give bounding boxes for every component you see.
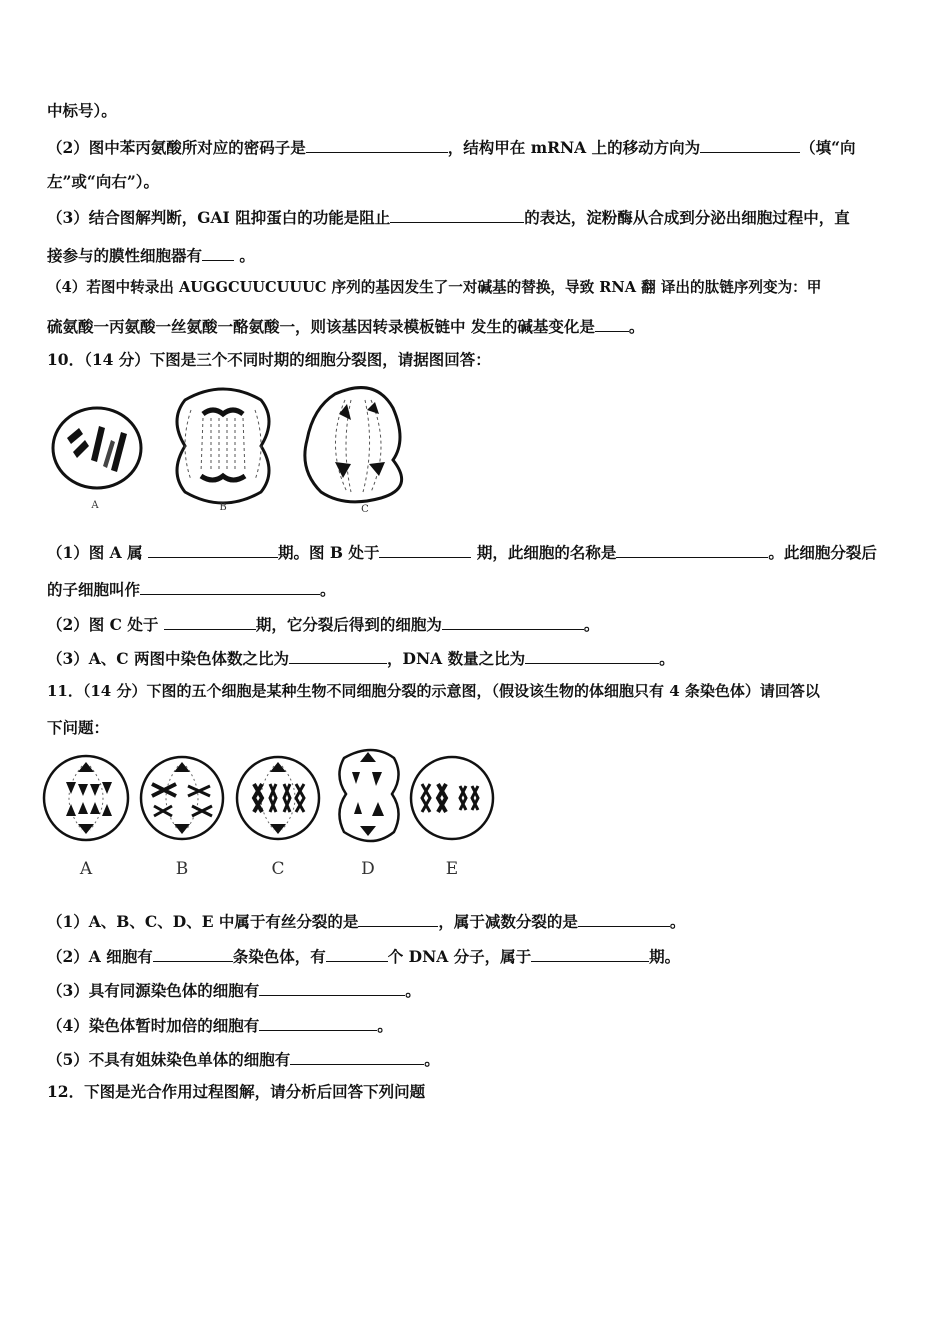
q11-part1: （1）A、B、C、D、E 中属于有丝分裂的是 ，属于减数分裂的是 。: [47, 912, 686, 931]
q9-part2-cont: 左”或“向右”）。: [47, 172, 159, 191]
figure-label: E: [445, 859, 459, 879]
figure-label: A: [79, 859, 93, 879]
figure-label: B: [175, 859, 189, 879]
q10-part3: （3）A、C 两图中染色体数之比为 ，DNA 数量之比为 。: [47, 649, 675, 668]
answer-blank[interactable]: [164, 613, 256, 630]
answer-blank[interactable]: [290, 1048, 424, 1065]
cell-a-drawing: [53, 408, 141, 488]
q9-part2: （2）图中苯丙氨酸所对应的密码子是 ，结构甲在 mRNA 上的移动方向为 （填“向: [47, 138, 856, 157]
answer-blank[interactable]: [153, 945, 233, 962]
q9-fragment: 中标号）。: [47, 101, 117, 120]
figure-label: C: [271, 859, 285, 879]
answer-blank[interactable]: [700, 136, 800, 153]
q11-stem: 11．（14 分）下图的五个细胞是某种生物不同细胞分裂的示意图，（假设该生物的体细胞只有 4 条染色体）请回答以: [47, 682, 820, 700]
answer-blank[interactable]: [148, 541, 278, 558]
q9-part3: （3）结合图解判断，GAI 阻抑蛋白的功能是阻止 的表达，淀粉酶从合成到分泌出细胞过程中，直: [47, 208, 850, 227]
answer-blank[interactable]: [326, 945, 388, 962]
answer-blank[interactable]: [595, 315, 629, 332]
q12-stem: 12．下图是光合作用过程图解，请分析后回答下列问题: [47, 1082, 426, 1101]
answer-blank[interactable]: [202, 244, 234, 261]
q9-part4-cont: 硫氨酸一丙氨酸一丝氨酸一酪氨酸一，则该基因转录模板链中 发生的碱基变化是 。: [47, 317, 645, 336]
q9-part4: （4）若图中转录出 AUGGCUUCUUUC 序列的基因发生了一对碱基的替换，导致 RNA 翻 译出的肽链序列变为：甲: [47, 279, 822, 296]
figure-label: C: [361, 504, 369, 515]
answer-blank[interactable]: [358, 910, 438, 927]
q10-part1-cont: 的子细胞叫作 。: [47, 580, 336, 599]
answer-blank[interactable]: [390, 206, 524, 223]
cell-c-drawing: [305, 388, 402, 502]
cell-D-drawing: [339, 750, 398, 841]
cell-division-figure-11: [42, 746, 502, 882]
figure-label: D: [361, 859, 375, 879]
cell-b-drawing: [177, 389, 269, 503]
q10-part2: （2）图 C 处于 期，它分裂后得到的细胞为 。: [47, 615, 600, 634]
cell-division-figure-10: [45, 380, 425, 520]
figure-label: A: [91, 500, 99, 511]
answer-blank[interactable]: [289, 647, 387, 664]
answer-blank[interactable]: [525, 647, 659, 664]
answer-blank[interactable]: [140, 578, 320, 595]
q10-stem: 10．（14 分）下图是三个不同时期的细胞分裂图，请据图回答：: [47, 350, 491, 369]
cell-A-drawing: [44, 756, 128, 840]
answer-blank[interactable]: [616, 541, 768, 558]
answer-blank[interactable]: [259, 1014, 377, 1031]
answer-blank[interactable]: [578, 910, 670, 927]
q11-part4: （4）染色体暂时加倍的细胞有 。: [47, 1016, 393, 1035]
q9-part3-cont: 接参与的膜性细胞器有 。: [47, 246, 255, 265]
figure-label: B: [219, 502, 227, 513]
answer-blank[interactable]: [306, 136, 448, 153]
answer-blank[interactable]: [531, 945, 649, 962]
q11-part2: （2）A 细胞有 条染色体，有 个 DNA 分子，属于 期。: [47, 947, 681, 966]
q11-part5: （5）不具有姐妹染色单体的细胞有 。: [47, 1050, 440, 1069]
q11-part3: （3）具有同源染色体的细胞有 。: [47, 981, 421, 1000]
answer-blank[interactable]: [379, 541, 471, 558]
q11-stem-cont: 下问题：: [47, 718, 110, 737]
answer-blank[interactable]: [259, 979, 405, 996]
cell-C-drawing: [237, 757, 319, 839]
cell-E-drawing: [411, 757, 493, 839]
cell-B-drawing: [141, 757, 223, 839]
q10-part1: （1）图 A 属 期。图 B 处于 期，此细胞的名称是 。此细胞分裂后: [47, 543, 877, 562]
answer-blank[interactable]: [442, 613, 584, 630]
